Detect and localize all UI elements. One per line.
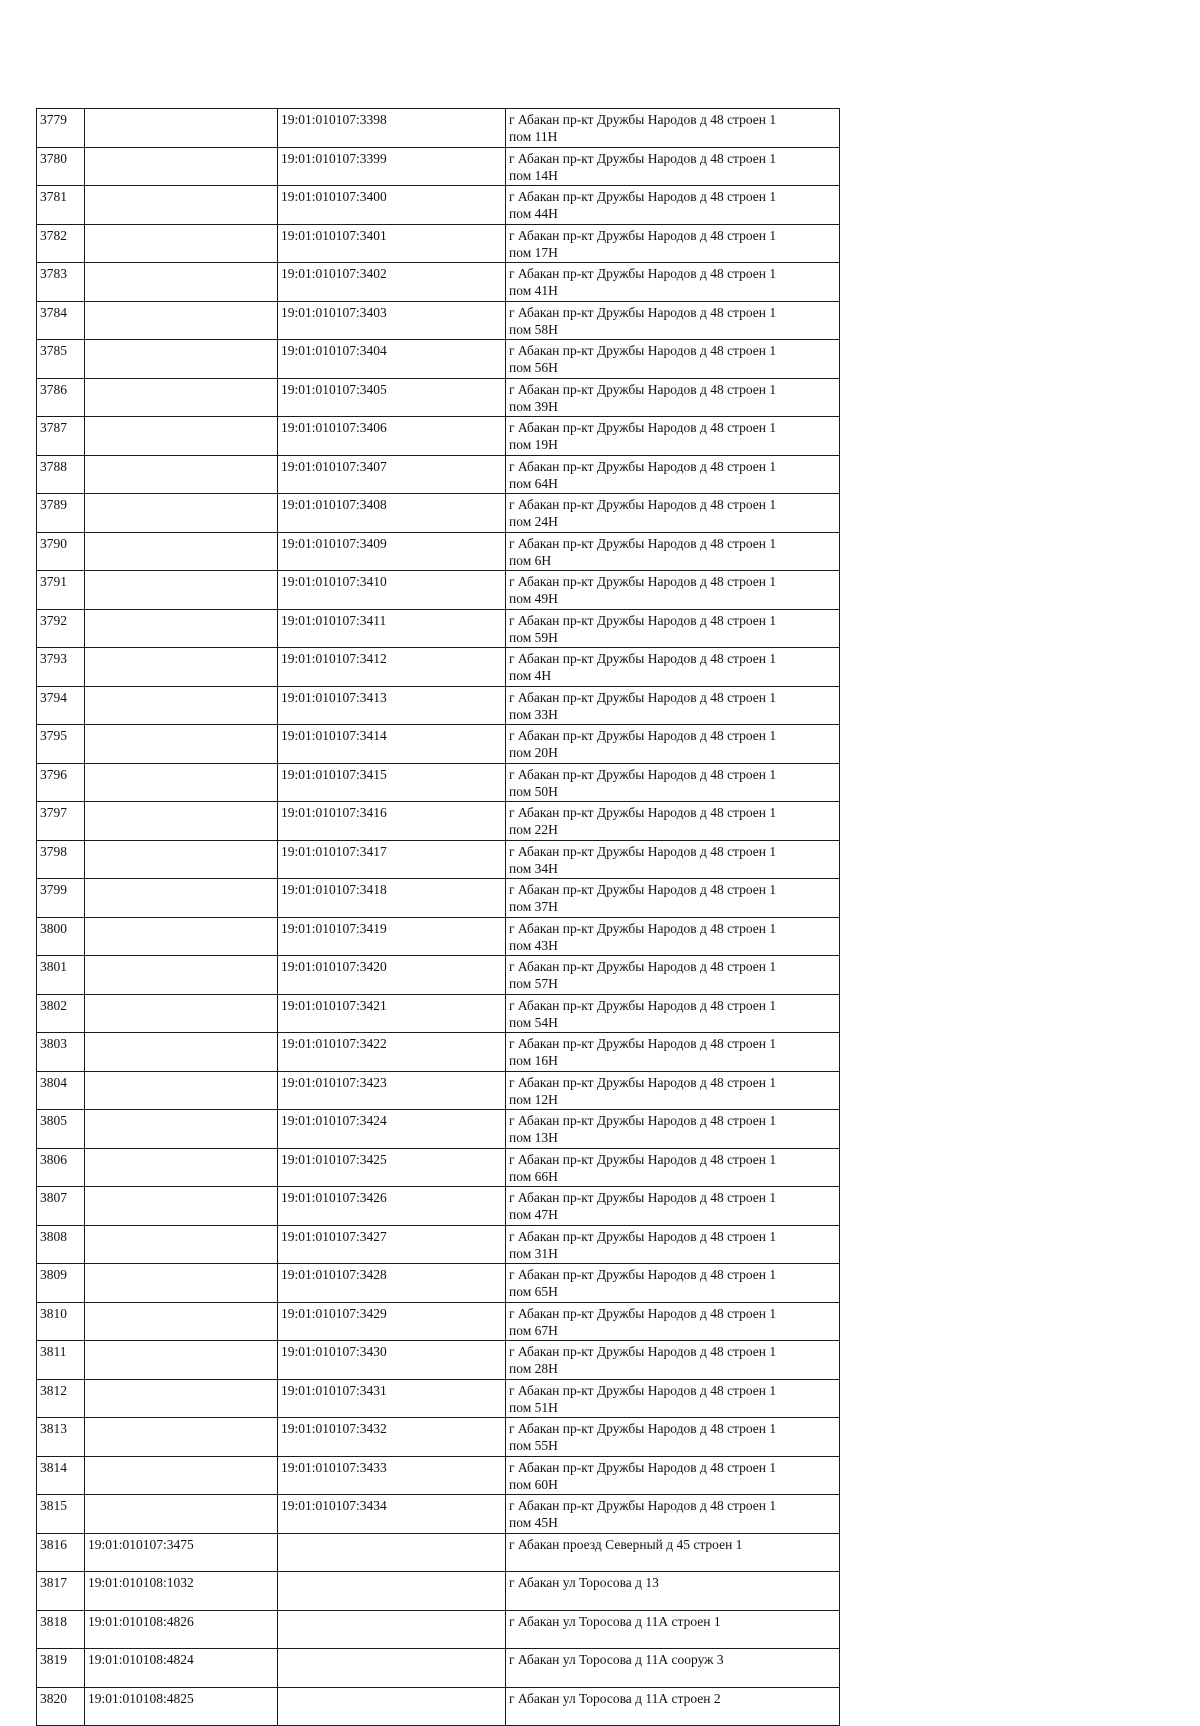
table-row — [37, 1225, 840, 1264]
cadastral-number-a-cell: 19:01:010108:4824 — [85, 1649, 278, 1688]
row-number-cell: 3809 — [37, 1264, 85, 1303]
row-number-cell: 3798 — [37, 840, 85, 879]
address-cell — [506, 1264, 840, 1303]
address-cell — [506, 109, 840, 148]
cadastral-number-b-cell: 19:01:010107:3421 — [278, 994, 506, 1033]
cadastral-number-a-cell — [85, 763, 278, 802]
address-line-2: пом 6Н — [509, 552, 552, 568]
address-line-1: г Абакан пр-кт Дружбы Народов д 48 строен 1 — [509, 1421, 777, 1436]
table-row — [37, 340, 840, 379]
cadastral-number-b-cell: 19:01:010107:3404 — [278, 340, 506, 379]
address-cell — [506, 417, 840, 456]
table-row — [37, 109, 840, 148]
table-row — [37, 532, 840, 571]
cadastral-number-b-cell: 19:01:010107:3403 — [278, 301, 506, 340]
address-cell — [506, 301, 840, 340]
cadastral-number-a-cell — [85, 301, 278, 340]
row-number-cell: 3813 — [37, 1418, 85, 1457]
cadastral-number-a-cell — [85, 648, 278, 687]
address-line-1: г Абакан пр-кт Дружбы Народов д 48 строен 1 — [509, 535, 777, 551]
address-cell — [506, 1033, 840, 1072]
cadastral-number-b-cell: 19:01:010107:3431 — [278, 1379, 506, 1418]
table-row — [37, 1110, 840, 1149]
cadastral-number-b-cell: 19:01:010107:3398 — [278, 109, 506, 148]
table-row — [37, 648, 840, 687]
row-number-cell: 3789 — [37, 494, 85, 533]
table-row — [37, 571, 840, 610]
table-row — [37, 1572, 840, 1611]
address-line-2: пом 22Н — [509, 822, 558, 837]
cadastral-number-a-cell — [85, 994, 278, 1033]
table-row — [37, 1302, 840, 1341]
row-number-cell: 3804 — [37, 1071, 85, 1110]
cadastral-number-b-cell: 19:01:010107:3410 — [278, 571, 506, 610]
address-line-2: пом 16Н — [509, 1053, 558, 1068]
address-cell — [506, 648, 840, 687]
address-line-2: пом 37Н — [509, 899, 558, 914]
cadastral-number-b-cell: 19:01:010107:3402 — [278, 263, 506, 302]
cadastral-number-b-cell: 19:01:010107:3414 — [278, 725, 506, 764]
cadastral-number-b-cell: 19:01:010107:3434 — [278, 1495, 506, 1534]
address-line-1: г Абакан ул Торосова д 11А строен 2 — [509, 1690, 721, 1706]
row-number-cell: 3783 — [37, 263, 85, 302]
address-line-2: пом 49Н — [509, 591, 558, 606]
address-cell — [506, 1533, 840, 1572]
address-line-2: пом 20Н — [509, 745, 558, 760]
address-line-2: пом 60Н — [509, 1476, 558, 1492]
address-line-2: пом 50Н — [509, 783, 558, 799]
address-line-1: г Абакан ул Торосова д 13 — [509, 1575, 659, 1590]
table-row — [37, 1148, 840, 1187]
cadastral-number-a-cell — [85, 186, 278, 225]
address-line-1: г Абакан пр-кт Дружбы Народов д 48 строен 1 — [509, 1228, 777, 1244]
table-row — [37, 802, 840, 841]
row-number-cell: 3802 — [37, 994, 85, 1033]
row-number-cell: 3819 — [37, 1649, 85, 1688]
address-cell — [506, 1341, 840, 1380]
address-line-1: г Абакан пр-кт Дружбы Народов д 48 строен 1 — [509, 1036, 777, 1051]
address-line-2: пом 56Н — [509, 360, 558, 375]
address-line-2: пом 58Н — [509, 321, 558, 337]
cadastral-number-a-cell — [85, 455, 278, 494]
address-line-2: пом 33Н — [509, 706, 558, 722]
address-line-1: г Абакан пр-кт Дружбы Народов д 48 строен 1 — [509, 1074, 777, 1090]
cadastral-number-b-cell — [278, 1649, 506, 1688]
address-cell — [506, 879, 840, 918]
cadastral-number-b-cell: 19:01:010107:3429 — [278, 1302, 506, 1341]
address-line-2: пом 59Н — [509, 629, 558, 645]
address-line-1: г Абакан пр-кт Дружбы Народов д 48 строен 1 — [509, 150, 777, 166]
table-row — [37, 1264, 840, 1303]
address-line-2: пом 55Н — [509, 1438, 558, 1453]
table-row — [37, 1071, 840, 1110]
cadastral-number-b-cell: 19:01:010107:3417 — [278, 840, 506, 879]
address-line-1: г Абакан ул Торосова д 11А строен 1 — [509, 1613, 721, 1629]
table-row — [37, 686, 840, 725]
address-cell — [506, 917, 840, 956]
address-line-2: пом 57Н — [509, 976, 558, 991]
cadastral-number-b-cell: 19:01:010107:3409 — [278, 532, 506, 571]
row-number-cell: 3787 — [37, 417, 85, 456]
address-cell — [506, 956, 840, 995]
table-row — [37, 725, 840, 764]
address-cell — [506, 455, 840, 494]
table-row — [37, 1341, 840, 1380]
address-line-1: г Абакан пр-кт Дружбы Народов д 48 строен 1 — [509, 766, 777, 782]
address-cell — [506, 1379, 840, 1418]
cadastral-number-b-cell: 19:01:010107:3416 — [278, 802, 506, 841]
cadastral-number-b-cell: 19:01:010107:3423 — [278, 1071, 506, 1110]
address-cell — [506, 1302, 840, 1341]
cadastral-number-a-cell — [85, 802, 278, 841]
cadastral-number-a-cell — [85, 532, 278, 571]
row-number-cell: 3799 — [37, 879, 85, 918]
table-row — [37, 147, 840, 186]
cadastral-number-a-cell: 19:01:010108:4825 — [85, 1687, 278, 1726]
address-cell — [506, 147, 840, 186]
address-line-1: г Абакан пр-кт Дружбы Народов д 48 строен 1 — [509, 728, 777, 743]
cadastral-number-a-cell — [85, 571, 278, 610]
table-row — [37, 879, 840, 918]
table-row — [37, 1649, 840, 1688]
address-cell — [506, 378, 840, 417]
address-line-1: г Абакан пр-кт Дружбы Народов д 48 строен 1 — [509, 1344, 777, 1359]
address-line-1: г Абакан пр-кт Дружбы Народов д 48 строен 1 — [509, 1459, 777, 1475]
address-line-1: г Абакан пр-кт Дружбы Народов д 48 строен 1 — [509, 959, 777, 974]
address-cell — [506, 1071, 840, 1110]
cadastral-number-b-cell: 19:01:010107:3430 — [278, 1341, 506, 1380]
address-line-1: г Абакан пр-кт Дружбы Народов д 48 строен 1 — [509, 497, 777, 512]
row-number-cell: 3806 — [37, 1148, 85, 1187]
registry-table — [36, 108, 840, 1726]
address-line-1: г Абакан пр-кт Дружбы Народов д 48 строен 1 — [509, 266, 777, 281]
table-row — [37, 1456, 840, 1495]
address-line-1: г Абакан пр-кт Дружбы Народов д 48 строен 1 — [509, 689, 777, 705]
registry-table-body — [37, 109, 840, 1726]
address-line-1: г Абакан пр-кт Дружбы Народов д 48 строен 1 — [509, 458, 777, 474]
row-number-cell: 3779 — [37, 109, 85, 148]
address-line-1: г Абакан пр-кт Дружбы Народов д 48 строен 1 — [509, 1498, 777, 1513]
row-number-cell: 3818 — [37, 1610, 85, 1649]
address-line-1: г Абакан пр-кт Дружбы Народов д 48 строен 1 — [509, 381, 777, 397]
address-line-1: г Абакан пр-кт Дружбы Народов д 48 строен 1 — [509, 1267, 777, 1282]
table-row — [37, 917, 840, 956]
address-cell — [506, 1148, 840, 1187]
row-number-cell: 3785 — [37, 340, 85, 379]
row-number-cell: 3784 — [37, 301, 85, 340]
address-line-1: г Абакан пр-кт Дружбы Народов д 48 строен 1 — [509, 343, 777, 358]
cadastral-number-a-cell — [85, 340, 278, 379]
table-row — [37, 1418, 840, 1457]
cadastral-number-b-cell: 19:01:010107:3415 — [278, 763, 506, 802]
address-line-1: г Абакан пр-кт Дружбы Народов д 48 строен 1 — [509, 112, 777, 127]
cadastral-number-b-cell: 19:01:010107:3426 — [278, 1187, 506, 1226]
row-number-cell: 3814 — [37, 1456, 85, 1495]
row-number-cell: 3816 — [37, 1533, 85, 1572]
address-line-1: г Абакан пр-кт Дружбы Народов д 48 строен 1 — [509, 882, 777, 897]
row-number-cell: 3791 — [37, 571, 85, 610]
address-line-2: пом 12Н — [509, 1091, 558, 1107]
row-number-cell: 3786 — [37, 378, 85, 417]
address-line-2: пом 66Н — [509, 1168, 558, 1184]
address-line-2: пом 34Н — [509, 860, 558, 876]
address-cell — [506, 1649, 840, 1688]
address-line-2: пом 44Н — [509, 206, 558, 221]
table-row — [37, 1187, 840, 1226]
address-line-2: пом 4Н — [509, 668, 552, 683]
cadastral-number-b-cell — [278, 1533, 506, 1572]
table-row — [37, 1495, 840, 1534]
table-row — [37, 417, 840, 456]
table-row — [37, 1533, 840, 1572]
cadastral-number-a-cell — [85, 1225, 278, 1264]
address-line-1: г Абакан пр-кт Дружбы Народов д 48 строен 1 — [509, 574, 777, 589]
row-number-cell: 3793 — [37, 648, 85, 687]
address-line-2: пом 31Н — [509, 1245, 558, 1261]
address-cell — [506, 263, 840, 302]
row-number-cell: 3817 — [37, 1572, 85, 1611]
cadastral-number-b-cell — [278, 1610, 506, 1649]
address-line-2: пом 19Н — [509, 437, 558, 452]
row-number-cell: 3820 — [37, 1687, 85, 1726]
table-row — [37, 263, 840, 302]
address-line-2: пом 39Н — [509, 398, 558, 414]
address-line-2: пом 43Н — [509, 937, 558, 953]
row-number-cell: 3790 — [37, 532, 85, 571]
address-line-1: г Абакан пр-кт Дружбы Народов д 48 строен 1 — [509, 997, 777, 1013]
address-line-1: г Абакан проезд Северный д 45 строен 1 — [509, 1536, 743, 1552]
cadastral-number-b-cell: 19:01:010107:3408 — [278, 494, 506, 533]
row-number-cell: 3782 — [37, 224, 85, 263]
address-line-1: г Абакан пр-кт Дружбы Народов д 48 строен 1 — [509, 304, 777, 320]
address-cell — [506, 1610, 840, 1649]
row-number-cell: 3805 — [37, 1110, 85, 1149]
cadastral-number-b-cell: 19:01:010107:3400 — [278, 186, 506, 225]
table-row — [37, 609, 840, 648]
address-line-2: пом 13Н — [509, 1130, 558, 1145]
row-number-cell: 3788 — [37, 455, 85, 494]
cadastral-number-b-cell: 19:01:010107:3433 — [278, 1456, 506, 1495]
cadastral-number-b-cell: 19:01:010107:3424 — [278, 1110, 506, 1149]
table-row — [37, 1687, 840, 1726]
cadastral-number-a-cell — [85, 1341, 278, 1380]
cadastral-number-a-cell — [85, 1071, 278, 1110]
cadastral-number-b-cell: 19:01:010107:3412 — [278, 648, 506, 687]
address-cell — [506, 1110, 840, 1149]
row-number-cell: 3807 — [37, 1187, 85, 1226]
cadastral-number-a-cell — [85, 917, 278, 956]
cadastral-number-b-cell: 19:01:010107:3406 — [278, 417, 506, 456]
address-line-1: г Абакан ул Торосова д 11А сооруж 3 — [509, 1652, 724, 1667]
table-row — [37, 378, 840, 417]
cadastral-number-b-cell — [278, 1687, 506, 1726]
address-line-1: г Абакан пр-кт Дружбы Народов д 48 строен 1 — [509, 920, 777, 936]
cadastral-number-a-cell — [85, 1418, 278, 1457]
cadastral-number-b-cell — [278, 1572, 506, 1611]
cadastral-number-a-cell — [85, 109, 278, 148]
address-line-1: г Абакан пр-кт Дружбы Народов д 48 строен 1 — [509, 420, 777, 435]
row-number-cell: 3780 — [37, 147, 85, 186]
address-line-2: пом 11Н — [509, 129, 558, 144]
cadastral-number-a-cell — [85, 956, 278, 995]
cadastral-number-b-cell: 19:01:010107:3405 — [278, 378, 506, 417]
cadastral-number-a-cell — [85, 378, 278, 417]
cadastral-number-a-cell — [85, 840, 278, 879]
address-line-1: г Абакан пр-кт Дружбы Народов д 48 строен 1 — [509, 1190, 777, 1205]
address-line-2: пом 51Н — [509, 1399, 558, 1415]
cadastral-number-a-cell: 19:01:010108:4826 — [85, 1610, 278, 1649]
address-cell — [506, 532, 840, 571]
address-cell — [506, 1418, 840, 1457]
address-line-1: г Абакан пр-кт Дружбы Народов д 48 строен 1 — [509, 1151, 777, 1167]
cadastral-number-a-cell — [85, 1110, 278, 1149]
address-line-1: г Абакан пр-кт Дружбы Народов д 48 строен 1 — [509, 843, 777, 859]
address-line-1: г Абакан пр-кт Дружбы Народов д 48 строен 1 — [509, 1382, 777, 1398]
row-number-cell: 3812 — [37, 1379, 85, 1418]
address-line-1: г Абакан пр-кт Дружбы Народов д 48 строен 1 — [509, 612, 777, 628]
cadastral-number-a-cell — [85, 1187, 278, 1226]
table-row — [37, 1379, 840, 1418]
cadastral-number-a-cell — [85, 1495, 278, 1534]
cadastral-number-a-cell — [85, 609, 278, 648]
address-line-1: г Абакан пр-кт Дружбы Народов д 48 строен 1 — [509, 1305, 777, 1321]
row-number-cell: 3795 — [37, 725, 85, 764]
cadastral-number-a-cell — [85, 147, 278, 186]
address-cell — [506, 1495, 840, 1534]
address-line-2: пом 64Н — [509, 475, 558, 491]
address-cell — [506, 340, 840, 379]
cadastral-number-a-cell: 19:01:010108:1032 — [85, 1572, 278, 1611]
address-line-2: пом 41Н — [509, 283, 558, 298]
cadastral-number-a-cell — [85, 1379, 278, 1418]
row-number-cell: 3781 — [37, 186, 85, 225]
cadastral-number-b-cell: 19:01:010107:3428 — [278, 1264, 506, 1303]
address-cell — [506, 1187, 840, 1226]
row-number-cell: 3794 — [37, 686, 85, 725]
cadastral-number-b-cell: 19:01:010107:3418 — [278, 879, 506, 918]
row-number-cell: 3797 — [37, 802, 85, 841]
cadastral-number-a-cell — [85, 1033, 278, 1072]
address-line-2: пом 45Н — [509, 1515, 558, 1530]
row-number-cell: 3808 — [37, 1225, 85, 1264]
row-number-cell: 3800 — [37, 917, 85, 956]
address-line-1: г Абакан пр-кт Дружбы Народов д 48 строен 1 — [509, 227, 777, 243]
address-cell — [506, 763, 840, 802]
cadastral-number-a-cell — [85, 1264, 278, 1303]
cadastral-number-b-cell: 19:01:010107:3413 — [278, 686, 506, 725]
address-line-1: г Абакан пр-кт Дружбы Народов д 48 строен 1 — [509, 651, 777, 666]
cadastral-number-b-cell: 19:01:010107:3422 — [278, 1033, 506, 1072]
address-cell — [506, 1456, 840, 1495]
address-cell — [506, 609, 840, 648]
row-number-cell: 3803 — [37, 1033, 85, 1072]
row-number-cell: 3796 — [37, 763, 85, 802]
address-cell — [506, 1687, 840, 1726]
address-line-1: г Абакан пр-кт Дружбы Народов д 48 строен 1 — [509, 1113, 777, 1128]
cadastral-number-a-cell — [85, 1456, 278, 1495]
address-cell — [506, 186, 840, 225]
address-cell — [506, 802, 840, 841]
cadastral-number-b-cell: 19:01:010107:3425 — [278, 1148, 506, 1187]
address-cell — [506, 994, 840, 1033]
cadastral-number-a-cell — [85, 263, 278, 302]
cadastral-number-b-cell: 19:01:010107:3420 — [278, 956, 506, 995]
address-cell — [506, 494, 840, 533]
cadastral-number-a-cell — [85, 879, 278, 918]
address-line-2: пом 54Н — [509, 1014, 558, 1030]
row-number-cell: 3801 — [37, 956, 85, 995]
row-number-cell: 3815 — [37, 1495, 85, 1534]
cadastral-number-b-cell: 19:01:010107:3401 — [278, 224, 506, 263]
address-cell — [506, 571, 840, 610]
table-row — [37, 1610, 840, 1649]
cadastral-number-a-cell — [85, 494, 278, 533]
cadastral-number-a-cell — [85, 686, 278, 725]
address-line-2: пом 17Н — [509, 244, 558, 260]
cadastral-number-b-cell: 19:01:010107:3427 — [278, 1225, 506, 1264]
address-line-1: г Абакан пр-кт Дружбы Народов д 48 строен 1 — [509, 805, 777, 820]
address-cell — [506, 725, 840, 764]
address-line-2: пом 65Н — [509, 1284, 558, 1299]
table-row — [37, 840, 840, 879]
address-line-2: пом 14Н — [509, 167, 558, 183]
table-row — [37, 301, 840, 340]
address-cell — [506, 840, 840, 879]
table-row — [37, 224, 840, 263]
cadastral-number-a-cell — [85, 224, 278, 263]
address-cell — [506, 1225, 840, 1264]
table-row — [37, 1033, 840, 1072]
table-row — [37, 494, 840, 533]
cadastral-number-b-cell: 19:01:010107:3407 — [278, 455, 506, 494]
table-row — [37, 186, 840, 225]
address-cell — [506, 1572, 840, 1611]
address-line-2: пом 28Н — [509, 1361, 558, 1376]
table-row — [37, 455, 840, 494]
row-number-cell: 3792 — [37, 609, 85, 648]
address-cell — [506, 224, 840, 263]
cadastral-number-b-cell: 19:01:010107:3419 — [278, 917, 506, 956]
address-cell — [506, 686, 840, 725]
table-row — [37, 956, 840, 995]
address-line-2: пом 47Н — [509, 1207, 558, 1222]
cadastral-number-a-cell: 19:01:010107:3475 — [85, 1533, 278, 1572]
table-row — [37, 763, 840, 802]
table-row — [37, 994, 840, 1033]
cadastral-number-b-cell: 19:01:010107:3411 — [278, 609, 506, 648]
cadastral-number-b-cell: 19:01:010107:3432 — [278, 1418, 506, 1457]
address-line-2: пом 24Н — [509, 514, 558, 529]
cadastral-number-a-cell — [85, 417, 278, 456]
cadastral-number-a-cell — [85, 1148, 278, 1187]
address-line-2: пом 67Н — [509, 1322, 558, 1338]
row-number-cell: 3811 — [37, 1341, 85, 1380]
cadastral-number-a-cell — [85, 725, 278, 764]
address-line-1: г Абакан пр-кт Дружбы Народов д 48 строен 1 — [509, 189, 777, 204]
cadastral-number-b-cell: 19:01:010107:3399 — [278, 147, 506, 186]
row-number-cell: 3810 — [37, 1302, 85, 1341]
cadastral-number-a-cell — [85, 1302, 278, 1341]
